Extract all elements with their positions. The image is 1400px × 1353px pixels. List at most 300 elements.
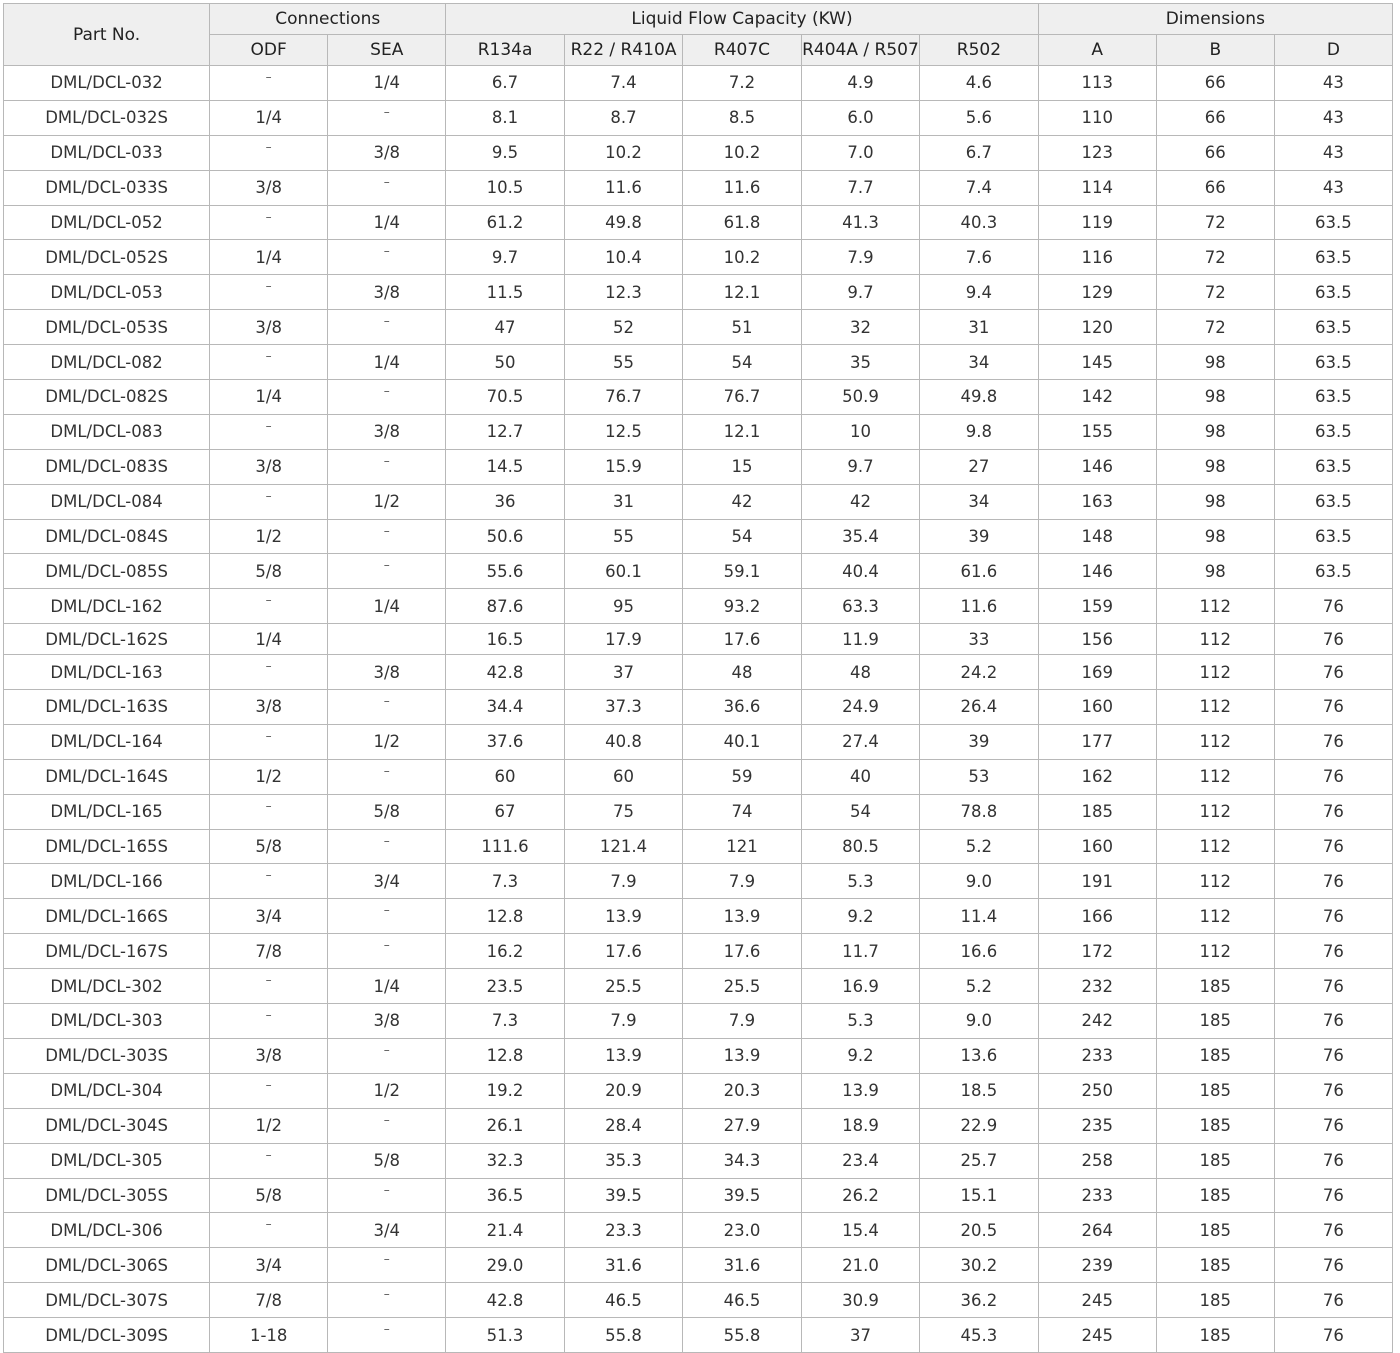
r404a-r507-cell: 80.5 [801, 829, 919, 864]
r407c-cell: 7.9 [683, 1004, 801, 1039]
dim-d-cell: 43 [1274, 170, 1392, 205]
r407c-cell: 51 [683, 310, 801, 345]
table-row [4, 1038, 1393, 1073]
dim-b-cell: 66 [1156, 66, 1274, 101]
odf-cell: 1/2 [210, 1108, 328, 1143]
odf-cell: 1/4 [210, 240, 328, 275]
odf-cell: 7/8 [210, 1283, 328, 1318]
dim-b-cell: 112 [1156, 690, 1274, 725]
col-header-r22-r410a: R22 / R410A [564, 35, 682, 66]
dim-d-cell: 76 [1274, 1283, 1392, 1318]
table-row [4, 1143, 1393, 1178]
dim-a-cell: 156 [1038, 624, 1156, 655]
dim-b-cell: 185 [1156, 1004, 1274, 1039]
r502-cell: 40.3 [920, 205, 1038, 240]
r404a-r507-cell: 5.3 [801, 1004, 919, 1039]
r407c-cell: 59.1 [683, 554, 801, 589]
r22-r410a-cell: 55.8 [564, 1318, 682, 1353]
r134a-cell: 12.7 [446, 414, 564, 449]
r404a-r507-cell: 7.7 [801, 170, 919, 205]
table-row [4, 240, 1393, 275]
table-row [4, 624, 1393, 655]
r502-cell: 15.1 [920, 1178, 1038, 1213]
r502-cell: 7.6 [920, 240, 1038, 275]
r134a-cell: 8.1 [446, 100, 564, 135]
dim-b-cell: 185 [1156, 1178, 1274, 1213]
r404a-r507-cell: 32 [801, 310, 919, 345]
r502-cell: 18.5 [920, 1073, 1038, 1108]
dim-d-cell: 43 [1274, 66, 1392, 101]
r502-cell: 11.6 [920, 589, 1038, 624]
r407c-cell: 40.1 [683, 724, 801, 759]
r22-r410a-cell: 52 [564, 310, 682, 345]
sea-cell: 5/8 [328, 1143, 446, 1178]
r404a-r507-cell: 30.9 [801, 1283, 919, 1318]
r502-cell: 9.0 [920, 1004, 1038, 1039]
r134a-cell: 16.5 [446, 624, 564, 655]
spec-table [3, 3, 1393, 1353]
r502-cell: 5.6 [920, 100, 1038, 135]
dim-d-cell: 76 [1274, 794, 1392, 829]
sea-cell: – [328, 1248, 446, 1283]
part-no-cell: DML/DCL-306 [4, 1213, 210, 1248]
r22-r410a-cell: 121.4 [564, 829, 682, 864]
table-header [4, 4, 1393, 66]
r134a-cell: 9.7 [446, 240, 564, 275]
r404a-r507-cell: 7.9 [801, 240, 919, 275]
r22-r410a-cell: 20.9 [564, 1073, 682, 1108]
r134a-cell: 21.4 [446, 1213, 564, 1248]
r404a-r507-cell: 9.2 [801, 899, 919, 934]
dim-d-cell: 76 [1274, 624, 1392, 655]
dim-b-cell: 185 [1156, 969, 1274, 1004]
r404a-r507-cell: 24.9 [801, 690, 919, 725]
dim-b-cell: 112 [1156, 899, 1274, 934]
dim-b-cell: 112 [1156, 829, 1274, 864]
part-no-cell: DML/DCL-306S [4, 1248, 210, 1283]
r22-r410a-cell: 17.6 [564, 934, 682, 969]
table-row [4, 794, 1393, 829]
dim-d-cell: 76 [1274, 1073, 1392, 1108]
odf-cell: – [210, 1073, 328, 1108]
dim-a-cell: 119 [1038, 205, 1156, 240]
r502-cell: 13.6 [920, 1038, 1038, 1073]
r134a-cell: 14.5 [446, 449, 564, 484]
r22-r410a-cell: 15.9 [564, 449, 682, 484]
dim-d-cell: 76 [1274, 724, 1392, 759]
sea-cell: – [328, 759, 446, 794]
r22-r410a-cell: 7.9 [564, 1004, 682, 1039]
r502-cell: 34 [920, 484, 1038, 519]
table-row [4, 1004, 1393, 1039]
r502-cell: 9.8 [920, 414, 1038, 449]
r22-r410a-cell: 12.3 [564, 275, 682, 310]
odf-cell: 3/4 [210, 1248, 328, 1283]
dim-b-cell: 72 [1156, 275, 1274, 310]
part-no-cell: DML/DCL-163 [4, 655, 210, 690]
r502-cell: 78.8 [920, 794, 1038, 829]
flow-capacity-header: Liquid Flow Capacity (KW) [446, 4, 1038, 35]
r22-r410a-cell: 37.3 [564, 690, 682, 725]
r502-cell: 27 [920, 449, 1038, 484]
dim-b-cell: 72 [1156, 310, 1274, 345]
table-row [4, 724, 1393, 759]
r407c-cell: 27.9 [683, 1108, 801, 1143]
r22-r410a-cell: 10.2 [564, 135, 682, 170]
dim-a-cell: 162 [1038, 759, 1156, 794]
odf-cell: 3/8 [210, 170, 328, 205]
odf-cell: 3/8 [210, 449, 328, 484]
r407c-cell: 74 [683, 794, 801, 829]
dim-d-cell: 63.5 [1274, 345, 1392, 380]
r502-cell: 4.6 [920, 66, 1038, 101]
dim-b-cell: 98 [1156, 484, 1274, 519]
sea-cell: 3/8 [328, 275, 446, 310]
dim-a-cell: 142 [1038, 380, 1156, 415]
dim-d-cell: 76 [1274, 1108, 1392, 1143]
dim-b-cell: 98 [1156, 380, 1274, 415]
dim-b-cell: 112 [1156, 864, 1274, 899]
dim-a-cell: 169 [1038, 655, 1156, 690]
r134a-cell: 10.5 [446, 170, 564, 205]
r22-r410a-cell: 31.6 [564, 1248, 682, 1283]
r407c-cell: 121 [683, 829, 801, 864]
r404a-r507-cell: 48 [801, 655, 919, 690]
dim-d-cell: 63.5 [1274, 310, 1392, 345]
part-no-cell: DML/DCL-052 [4, 205, 210, 240]
dim-b-cell: 72 [1156, 205, 1274, 240]
part-no-cell: DML/DCL-032 [4, 66, 210, 101]
r134a-cell: 7.3 [446, 1004, 564, 1039]
sea-cell: 3/8 [328, 655, 446, 690]
dim-a-cell: 155 [1038, 414, 1156, 449]
table-row [4, 1178, 1393, 1213]
r134a-cell: 50.6 [446, 519, 564, 554]
r22-r410a-cell: 17.9 [564, 624, 682, 655]
odf-cell: – [210, 205, 328, 240]
r22-r410a-cell: 10.4 [564, 240, 682, 275]
part-no-cell: DML/DCL-304S [4, 1108, 210, 1143]
odf-cell: – [210, 484, 328, 519]
dim-d-cell: 76 [1274, 1143, 1392, 1178]
r407c-cell: 12.1 [683, 414, 801, 449]
dim-b-cell: 98 [1156, 414, 1274, 449]
r134a-cell: 36.5 [446, 1178, 564, 1213]
r407c-cell: 12.1 [683, 275, 801, 310]
dim-b-cell: 185 [1156, 1038, 1274, 1073]
dim-d-cell: 63.5 [1274, 414, 1392, 449]
part-no-cell: DML/DCL-305S [4, 1178, 210, 1213]
odf-cell: – [210, 1143, 328, 1178]
odf-cell: – [210, 1213, 328, 1248]
table-row [4, 449, 1393, 484]
sea-cell: – [328, 310, 446, 345]
r502-cell: 33 [920, 624, 1038, 655]
dim-a-cell: 245 [1038, 1283, 1156, 1318]
r134a-cell: 42.8 [446, 655, 564, 690]
col-header-sea: SEA [328, 35, 446, 66]
r404a-r507-cell: 40.4 [801, 554, 919, 589]
table-row [4, 310, 1393, 345]
sea-cell: 1/4 [328, 345, 446, 380]
r22-r410a-cell: 13.9 [564, 1038, 682, 1073]
dim-a-cell: 160 [1038, 829, 1156, 864]
r404a-r507-cell: 27.4 [801, 724, 919, 759]
r404a-r507-cell: 11.7 [801, 934, 919, 969]
sea-cell: 1/2 [328, 1073, 446, 1108]
r502-cell: 61.6 [920, 554, 1038, 589]
sea-cell: – [328, 380, 446, 415]
r502-cell: 31 [920, 310, 1038, 345]
r502-cell: 24.2 [920, 655, 1038, 690]
r407c-cell: 17.6 [683, 934, 801, 969]
r407c-cell: 17.6 [683, 624, 801, 655]
dim-a-cell: 145 [1038, 345, 1156, 380]
odf-cell: 7/8 [210, 934, 328, 969]
r502-cell: 7.4 [920, 170, 1038, 205]
dim-b-cell: 185 [1156, 1248, 1274, 1283]
part-no-cell: DML/DCL-307S [4, 1283, 210, 1318]
dim-d-cell: 63.5 [1274, 449, 1392, 484]
dim-a-cell: 233 [1038, 1038, 1156, 1073]
col-header-b: B [1156, 35, 1274, 66]
r502-cell: 5.2 [920, 829, 1038, 864]
part-no-cell: DML/DCL-053 [4, 275, 210, 310]
r404a-r507-cell: 21.0 [801, 1248, 919, 1283]
part-no-cell: DML/DCL-162 [4, 589, 210, 624]
odf-cell: 3/4 [210, 899, 328, 934]
r134a-cell: 26.1 [446, 1108, 564, 1143]
sea-cell: 3/8 [328, 414, 446, 449]
r22-r410a-cell: 31 [564, 484, 682, 519]
r404a-r507-cell: 50.9 [801, 380, 919, 415]
odf-cell: – [210, 794, 328, 829]
part-no-cell: DML/DCL-302 [4, 969, 210, 1004]
r134a-cell: 7.3 [446, 864, 564, 899]
dim-a-cell: 116 [1038, 240, 1156, 275]
odf-cell: – [210, 1004, 328, 1039]
r404a-r507-cell: 35 [801, 345, 919, 380]
r134a-cell: 6.7 [446, 66, 564, 101]
part-no-cell: DML/DCL-303 [4, 1004, 210, 1039]
part-no-cell: DML/DCL-084S [4, 519, 210, 554]
dim-b-cell: 98 [1156, 449, 1274, 484]
dim-b-cell: 185 [1156, 1213, 1274, 1248]
table-row [4, 864, 1393, 899]
dim-d-cell: 76 [1274, 1213, 1392, 1248]
odf-cell: – [210, 655, 328, 690]
table-row [4, 1248, 1393, 1283]
sea-cell: 1/4 [328, 589, 446, 624]
dim-d-cell: 76 [1274, 934, 1392, 969]
dim-d-cell: 63.5 [1274, 380, 1392, 415]
r407c-cell: 54 [683, 345, 801, 380]
dim-a-cell: 245 [1038, 1318, 1156, 1353]
dim-a-cell: 185 [1038, 794, 1156, 829]
dim-a-cell: 250 [1038, 1073, 1156, 1108]
r407c-cell: 76.7 [683, 380, 801, 415]
r22-r410a-cell: 40.8 [564, 724, 682, 759]
dim-b-cell: 185 [1156, 1108, 1274, 1143]
odf-cell: – [210, 864, 328, 899]
dim-a-cell: 160 [1038, 690, 1156, 725]
dim-b-cell: 112 [1156, 655, 1274, 690]
table-row [4, 759, 1393, 794]
col-header-r407c: R407C [683, 35, 801, 66]
r407c-cell: 46.5 [683, 1283, 801, 1318]
col-header-a: A [1038, 35, 1156, 66]
r22-r410a-cell: 25.5 [564, 969, 682, 1004]
r404a-r507-cell: 54 [801, 794, 919, 829]
dim-d-cell: 63.5 [1274, 554, 1392, 589]
r407c-cell: 36.6 [683, 690, 801, 725]
r404a-r507-cell: 40 [801, 759, 919, 794]
sea-cell: – [328, 1318, 446, 1353]
r407c-cell: 61.8 [683, 205, 801, 240]
table-row [4, 66, 1393, 101]
r502-cell: 6.7 [920, 135, 1038, 170]
r134a-cell: 50 [446, 345, 564, 380]
dim-a-cell: 166 [1038, 899, 1156, 934]
r407c-cell: 10.2 [683, 240, 801, 275]
table-row [4, 1283, 1393, 1318]
part-no-cell: DML/DCL-304 [4, 1073, 210, 1108]
table-row [4, 1318, 1393, 1353]
r404a-r507-cell: 63.3 [801, 589, 919, 624]
col-header-odf: ODF [210, 35, 328, 66]
dim-b-cell: 185 [1156, 1073, 1274, 1108]
sea-cell: – [328, 1108, 446, 1143]
col-header-d: D [1274, 35, 1392, 66]
part-no-cell: DML/DCL-163S [4, 690, 210, 725]
odf-cell: 1/4 [210, 380, 328, 415]
dim-b-cell: 185 [1156, 1143, 1274, 1178]
r404a-r507-cell: 26.2 [801, 1178, 919, 1213]
dim-d-cell: 63.5 [1274, 240, 1392, 275]
odf-cell: 3/8 [210, 310, 328, 345]
sea-cell: – [328, 690, 446, 725]
r404a-r507-cell: 7.0 [801, 135, 919, 170]
table-row [4, 1073, 1393, 1108]
r134a-cell: 51.3 [446, 1318, 564, 1353]
r502-cell: 11.4 [920, 899, 1038, 934]
odf-cell: – [210, 135, 328, 170]
r407c-cell: 42 [683, 484, 801, 519]
table-row [4, 589, 1393, 624]
r404a-r507-cell: 5.3 [801, 864, 919, 899]
dim-b-cell: 185 [1156, 1283, 1274, 1318]
odf-cell: 3/8 [210, 690, 328, 725]
dim-a-cell: 123 [1038, 135, 1156, 170]
r404a-r507-cell: 35.4 [801, 519, 919, 554]
dim-a-cell: 148 [1038, 519, 1156, 554]
table-row [4, 414, 1393, 449]
r22-r410a-cell: 7.9 [564, 864, 682, 899]
r22-r410a-cell: 37 [564, 655, 682, 690]
odf-cell: 5/8 [210, 554, 328, 589]
r404a-r507-cell: 9.7 [801, 449, 919, 484]
part-no-cell: DML/DCL-053S [4, 310, 210, 345]
r22-r410a-cell: 23.3 [564, 1213, 682, 1248]
dim-b-cell: 66 [1156, 135, 1274, 170]
r407c-cell: 15 [683, 449, 801, 484]
r502-cell: 53 [920, 759, 1038, 794]
r502-cell: 22.9 [920, 1108, 1038, 1143]
dim-a-cell: 129 [1038, 275, 1156, 310]
dim-b-cell: 72 [1156, 240, 1274, 275]
dim-b-cell: 98 [1156, 519, 1274, 554]
sea-cell: – [328, 1178, 446, 1213]
part-no-cell: DML/DCL-305 [4, 1143, 210, 1178]
r22-r410a-cell: 55 [564, 519, 682, 554]
sea-cell: 3/4 [328, 864, 446, 899]
dim-d-cell: 76 [1274, 759, 1392, 794]
r134a-cell: 67 [446, 794, 564, 829]
r502-cell: 20.5 [920, 1213, 1038, 1248]
part-no-cell: DML/DCL-082 [4, 345, 210, 380]
r22-r410a-cell: 75 [564, 794, 682, 829]
table-row [4, 519, 1393, 554]
r134a-cell: 47 [446, 310, 564, 345]
r407c-cell: 7.9 [683, 864, 801, 899]
dimensions-header: Dimensions [1038, 4, 1392, 35]
dim-d-cell: 76 [1274, 1178, 1392, 1213]
part-no-cell: DML/DCL-162S [4, 624, 210, 655]
r407c-cell: 11.6 [683, 170, 801, 205]
r404a-r507-cell: 18.9 [801, 1108, 919, 1143]
dim-a-cell: 177 [1038, 724, 1156, 759]
table-row [4, 934, 1393, 969]
r134a-cell: 12.8 [446, 1038, 564, 1073]
table-row [4, 484, 1393, 519]
odf-cell: – [210, 414, 328, 449]
r407c-cell: 25.5 [683, 969, 801, 1004]
dim-b-cell: 112 [1156, 724, 1274, 759]
table-row [4, 100, 1393, 135]
r502-cell: 9.0 [920, 864, 1038, 899]
part-no-cell: DML/DCL-032S [4, 100, 210, 135]
r407c-cell: 31.6 [683, 1248, 801, 1283]
r404a-r507-cell: 9.7 [801, 275, 919, 310]
r22-r410a-cell: 46.5 [564, 1283, 682, 1318]
r407c-cell: 23.0 [683, 1213, 801, 1248]
r22-r410a-cell: 8.7 [564, 100, 682, 135]
dim-a-cell: 264 [1038, 1213, 1156, 1248]
col-header-r134a: R134a [446, 35, 564, 66]
r134a-cell: 29.0 [446, 1248, 564, 1283]
dim-d-cell: 76 [1274, 899, 1392, 934]
sea-cell: – [328, 899, 446, 934]
dim-b-cell: 112 [1156, 934, 1274, 969]
r22-r410a-cell: 39.5 [564, 1178, 682, 1213]
dim-a-cell: 146 [1038, 449, 1156, 484]
dim-b-cell: 66 [1156, 170, 1274, 205]
dim-d-cell: 76 [1274, 1038, 1392, 1073]
r502-cell: 5.2 [920, 969, 1038, 1004]
sea-cell: 1/4 [328, 66, 446, 101]
sea-cell: – [328, 449, 446, 484]
r134a-cell: 23.5 [446, 969, 564, 1004]
r134a-cell: 70.5 [446, 380, 564, 415]
sea-cell: – [328, 829, 446, 864]
r502-cell: 34 [920, 345, 1038, 380]
r134a-cell: 12.8 [446, 899, 564, 934]
dim-d-cell: 63.5 [1274, 205, 1392, 240]
r134a-cell: 42.8 [446, 1283, 564, 1318]
dim-a-cell: 232 [1038, 969, 1156, 1004]
r502-cell: 26.4 [920, 690, 1038, 725]
table-body [4, 66, 1393, 1353]
